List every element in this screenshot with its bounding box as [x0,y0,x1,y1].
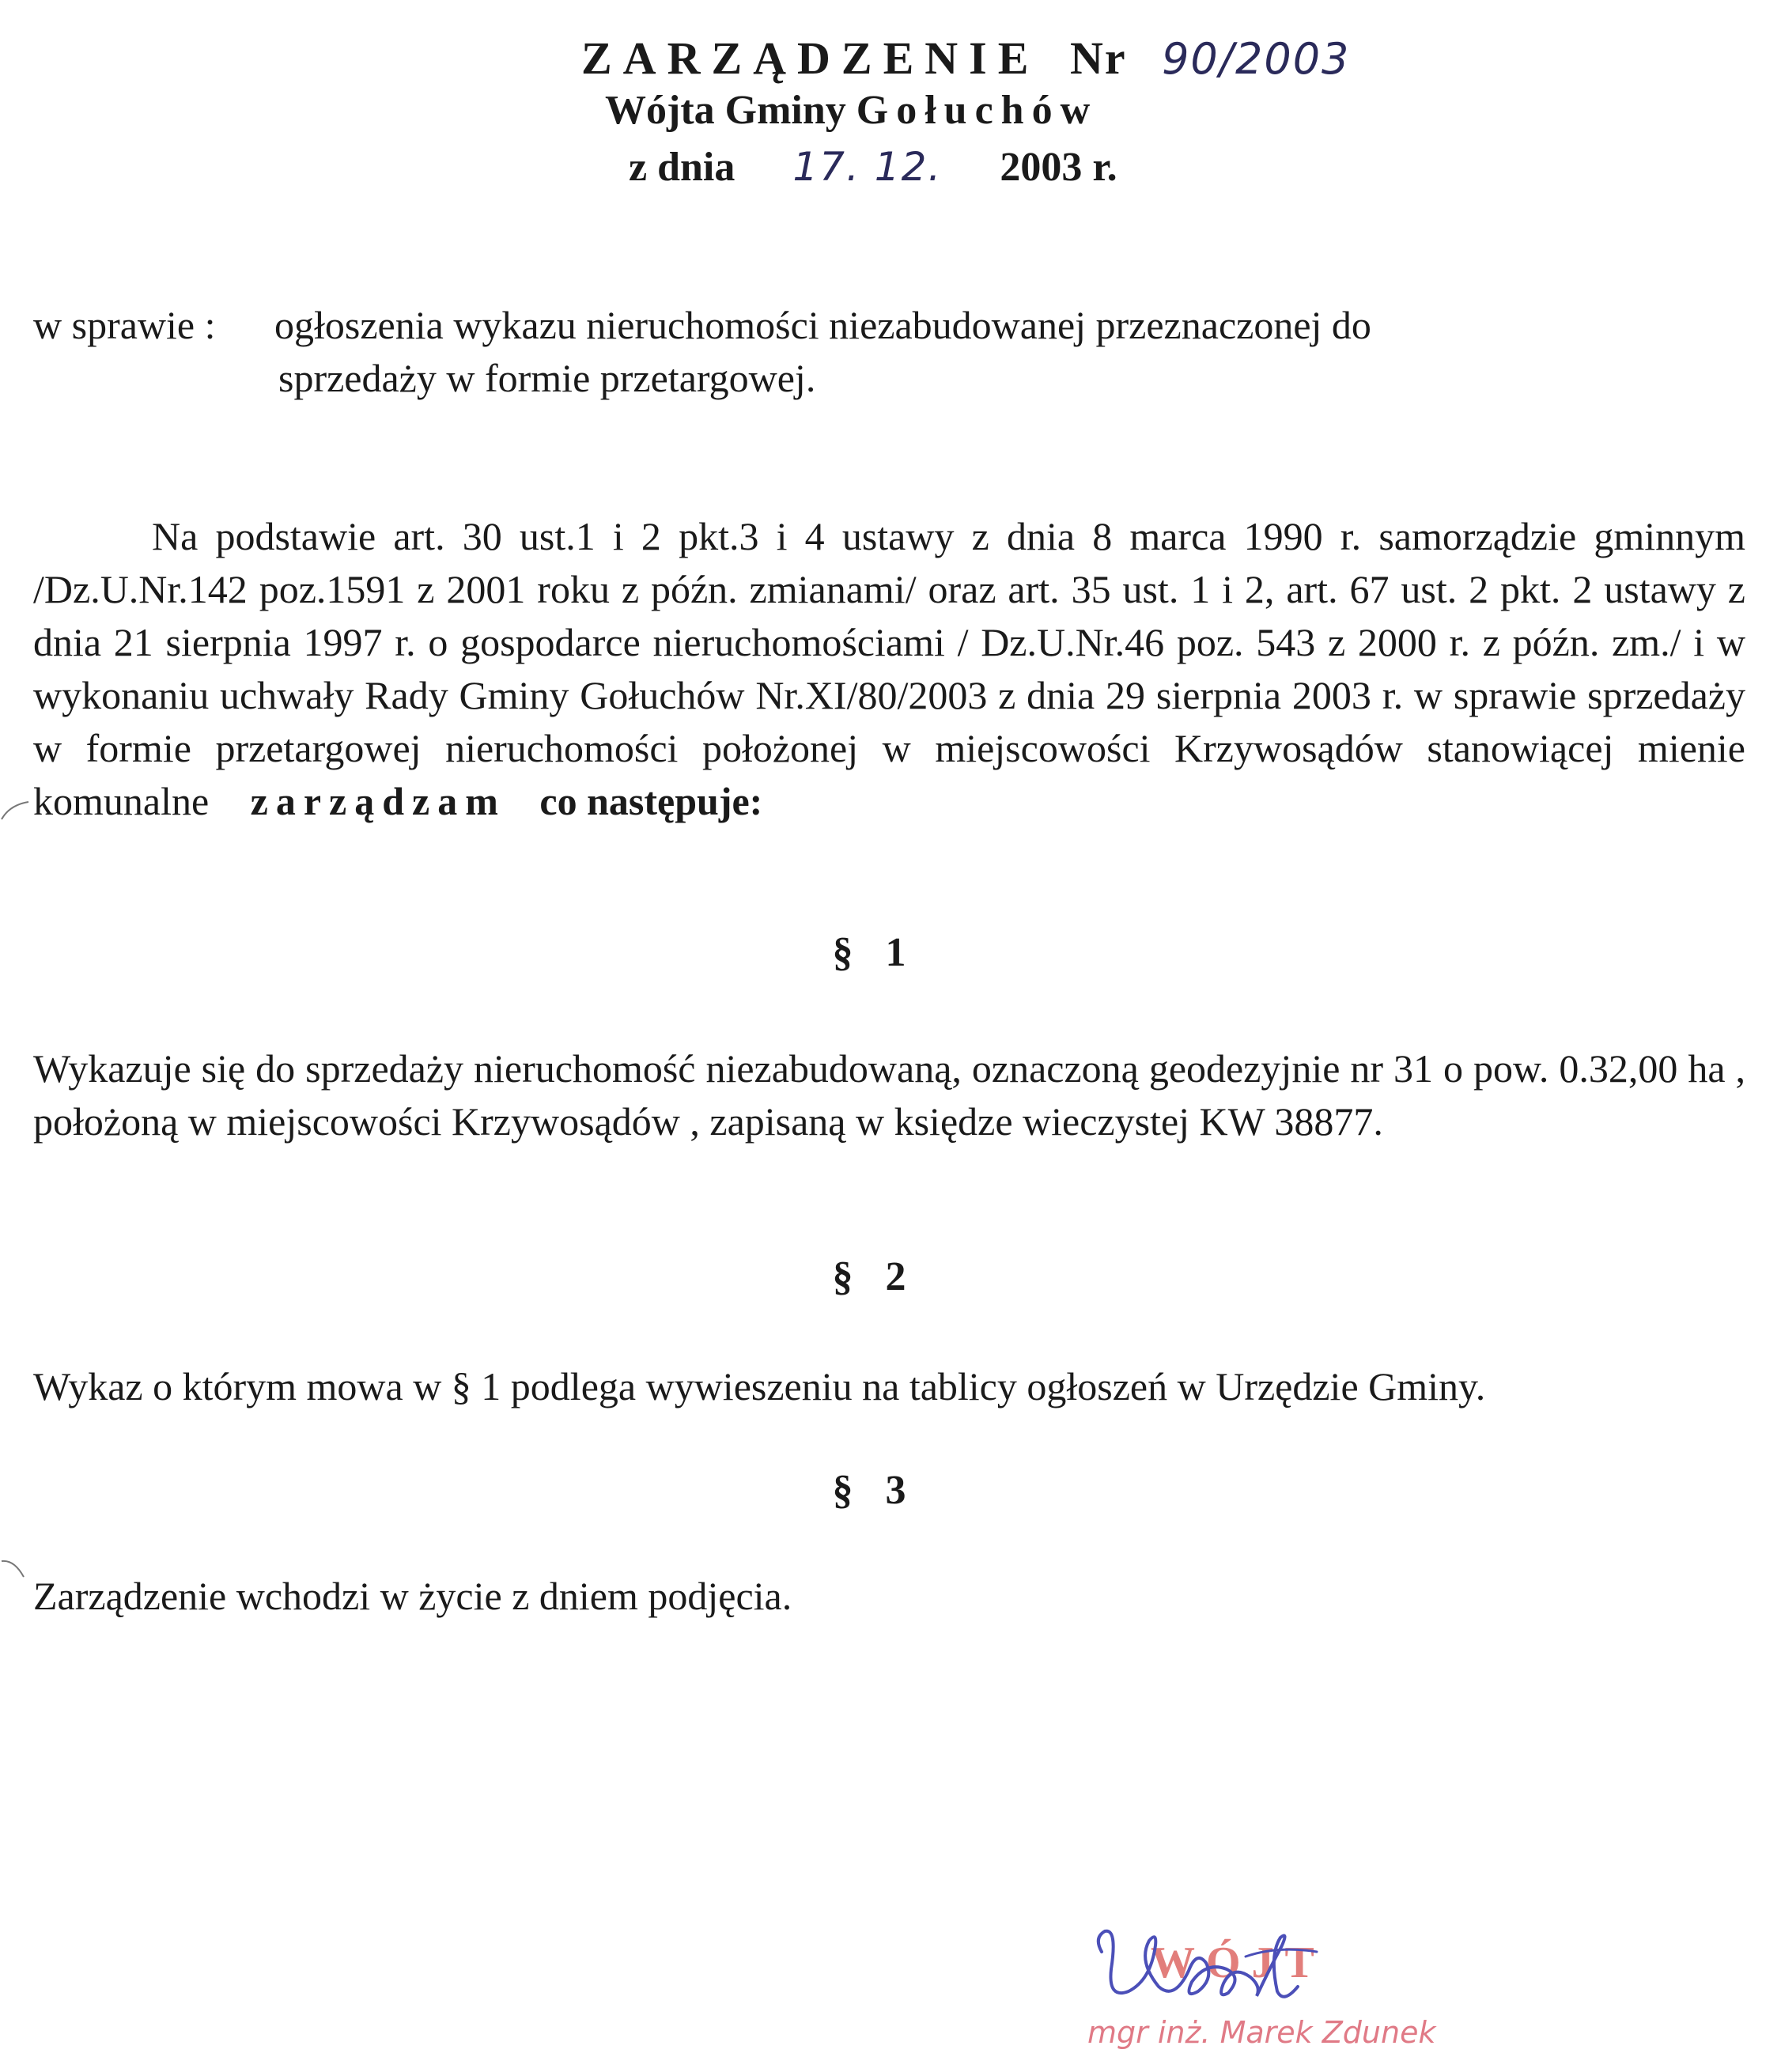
authority-name: Gołuchów [856,88,1098,133]
preamble-text: Na podstawie art. 30 ust.1 i 2 pkt.3 i 4 ustawy z dnia 8 marca 1990 r. samorządzie gminnym /Dz.U.Nr.142 poz.1591 z 2001 roku z późn. zmianami/ oraz art. 35 ust. 1 i 2, art. 67 ust. 2 pkt. 2 ustawy z dnia 21 sierpnia 1997 r. o gospodarce nieruchomościami / Dz.U.Nr.46 poz. 543 z 2000 r. z późn. zm./ i w wykonaniu uchwały Rady Gminy Gołuchów Nr.XI/80/2003 z dnia 29 sierpnia 2003 r. w sprawie sprzedaży w formie przetargowej nieruchomości położonej w miejscowości Krzywosądów stanowiącej mienie komunalne [33,514,1745,823]
subject-block [33,299,1607,405]
section-heading-3: § 3 [832,1468,917,1513]
handwritten-date: 17. 12. [792,144,943,190]
subject-line-2: sprzedaży w formie przetargowej. [278,356,816,400]
document-authority [605,87,1098,134]
stamp-name: mgr inż. Marek Zdunek [1087,2015,1436,2050]
document-date [629,144,1117,191]
document-title [581,32,1350,85]
signature-stamp [1087,1914,1436,2056]
date-year: 2003 r. [1000,145,1117,190]
decree-end: co następuje: [539,779,763,823]
handwritten-signature [1087,1914,1420,2025]
section-text-2: Wykaz o którym mowa w § 1 podlega wywieszeniu na tablicy ogłoszeń w Urzędzie Gminy. [33,1364,1486,1408]
handwritten-number: 90/2003 [1162,34,1351,84]
title-nr-label: Nr [1069,32,1127,84]
decree-word: zarządzam [250,779,506,823]
subject-line-1: ogłoszenia wykazu nieruchomości niezabudowanej przeznaczonej do [274,303,1371,347]
preamble-paragraph [33,510,1745,828]
section-text-1: Wykazuje się do sprzedaży nieruchomość niezabudowaną, oznaczoną geodezyjnie nr 31 o pow. 0.32,00 ha , położoną w miejscowości Krzywosądów , zapisaną w księdze wieczystej KW 38877. [33,1046,1745,1144]
section-text-3: Zarządzenie wchodzi w życie z dniem podjęcia. [33,1574,792,1618]
date-prefix: z dnia [629,145,735,190]
stamp-title: WÓJT [1151,1938,1325,1987]
section-heading-2: § 2 [832,1254,917,1299]
section-heading-1: § 1 [832,930,917,975]
title-word: ZARZĄDZENIE [581,32,1040,84]
margin-mark [0,1556,32,1580]
authority-prefix: Wójta Gminy [605,88,846,133]
margin-mark [0,799,32,822]
subject-label: w sprawie : [33,303,216,347]
